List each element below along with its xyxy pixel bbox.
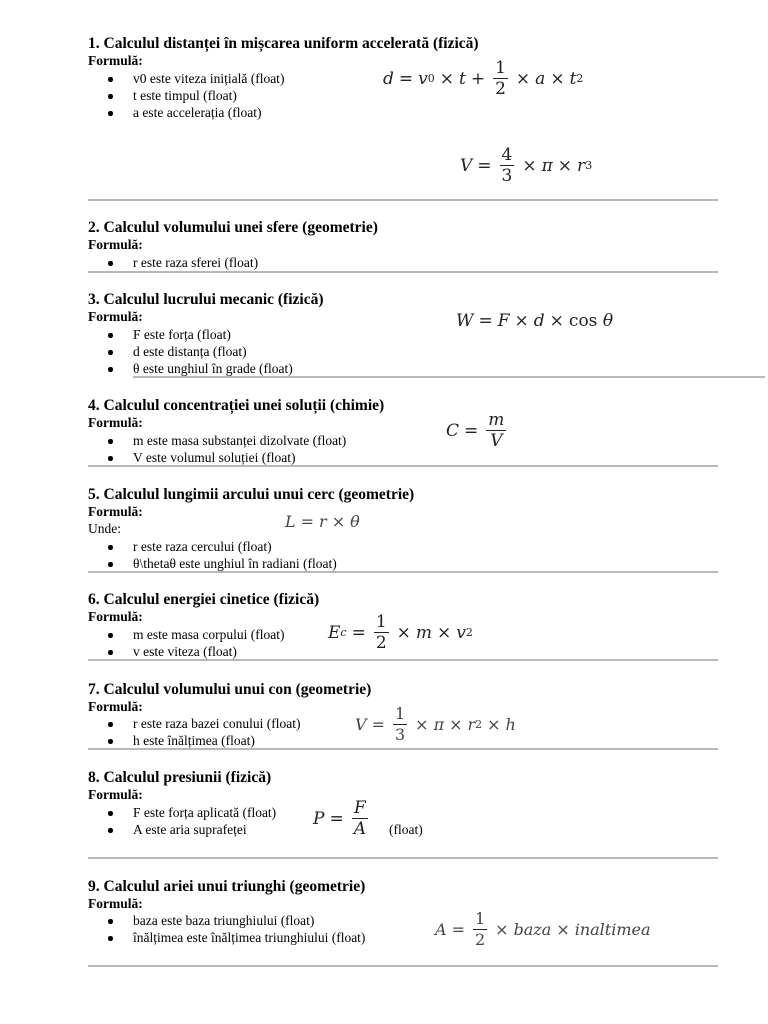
bullet-icon xyxy=(108,261,113,266)
pressure-unit-note: (float) xyxy=(389,822,423,837)
divider xyxy=(88,271,718,273)
bullet-icon xyxy=(108,439,113,444)
bullet-icon xyxy=(108,811,113,816)
divider xyxy=(88,748,718,750)
bullet-icon xyxy=(108,350,113,355)
divider xyxy=(88,659,718,661)
bullet-icon xyxy=(108,650,113,655)
bullet-icon xyxy=(108,333,113,338)
section-7-formula-label: Formulă: xyxy=(88,699,143,714)
formula-pressure: P = $\frac{F}{A}$ xyxy=(313,798,366,839)
formula-kinetic-energy: E c = $\frac{1}{2}$ × m × v 2 xyxy=(328,612,473,653)
divider xyxy=(88,965,718,967)
bullet-icon xyxy=(108,94,113,99)
divider xyxy=(88,199,718,201)
bullet-icon xyxy=(108,111,113,116)
section-6-title: 6. Calculul energiei cinetice (fizică) xyxy=(88,591,320,608)
section-5-title: 5. Calculul lungimii arcului unui cerc (geometrie) xyxy=(88,486,415,503)
section-3-formula-label: Formulă: xyxy=(88,309,143,324)
section-7-title: 7. Calculul volumului unui con (geometrie) xyxy=(88,681,372,698)
bullet-icon xyxy=(108,562,113,567)
divider xyxy=(88,857,718,859)
bullet-icon xyxy=(108,545,113,550)
bullet-icon xyxy=(108,367,113,372)
where-label: Unde: xyxy=(88,521,121,536)
bullet-icon xyxy=(108,739,113,744)
divider xyxy=(88,571,718,573)
divider xyxy=(133,376,765,378)
bullet-icon xyxy=(108,936,113,941)
section-8-formula-label: Formulă: xyxy=(88,787,143,802)
bullet-icon xyxy=(108,456,113,461)
section-9-title: 9. Calculul ariei unui triunghi (geometrie) xyxy=(88,878,366,895)
section-4-formula-label: Formulă: xyxy=(88,415,143,430)
divider xyxy=(88,465,718,467)
bullet-icon xyxy=(108,722,113,727)
bullet-icon xyxy=(108,919,113,924)
section-3-title: 3. Calculul lucrului mecanic (fizică) xyxy=(88,291,324,308)
formula-mechanical-work: W = F × d × cos θ xyxy=(456,311,614,331)
section-6-formula-label: Formulă: xyxy=(88,609,143,624)
bullet-icon xyxy=(108,77,113,82)
formula-triangle-area: A = $\frac{1}{2}$ × baza × inaltimea xyxy=(435,909,651,949)
bullet-icon xyxy=(108,828,113,833)
section-1-title: 1. Calculul distanței în mișcarea uniform accelerată (fizică) xyxy=(88,35,479,52)
section-9-formula-label: Formulă: xyxy=(88,896,143,911)
formula-distance: d = v 0 × t + $\frac{1}{2}$ × a × t 2 xyxy=(383,58,584,99)
bullet-icon xyxy=(108,633,113,638)
section-4-title: 4. Calculul concentrației unei soluții (chimie) xyxy=(88,397,385,414)
formula-sphere-volume: V = $\frac{4}{3}$ × π × r 3 xyxy=(460,145,593,186)
section-8-title: 8. Calculul presiunii (fizică) xyxy=(88,769,272,786)
formula-concentration: C = $\frac{m}{V}$ xyxy=(446,410,505,451)
formula-arc-length: L = r × θ xyxy=(285,512,360,531)
section-5-formula-label: Formulă: xyxy=(88,504,143,519)
section-1-formula-label: Formulă: xyxy=(88,53,143,68)
formula-cone-volume: V = $\frac{1}{3}$ × π × r 2 × h xyxy=(355,704,516,744)
section-2-title: 2. Calculul volumului unei sfere (geometrie) xyxy=(88,219,378,236)
section-2-formula-label: Formulă: xyxy=(88,237,143,252)
